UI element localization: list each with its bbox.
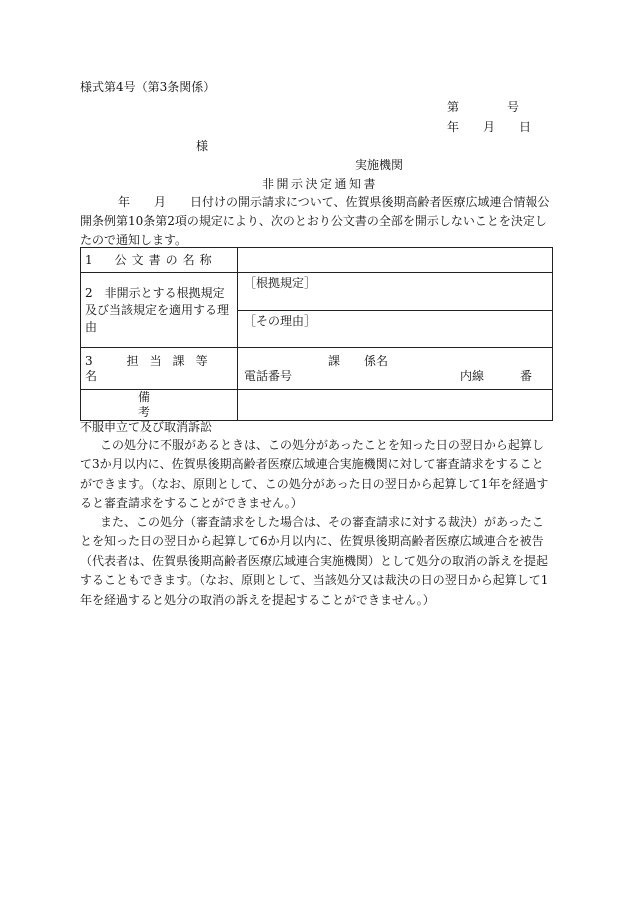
section-name: 課 係名: [328, 353, 389, 368]
appeal-paragraph-2: また、この処分（審査請求をした場合は、その審査請求に対する裁決）があったことを知った日の翌日から起算して6か月以内に、佐賀県後期高齢者医療広域連合を被告（代表者は、佐賀県後期高齢者医療広域連合実施機関）として処分の取消の訴えを提起することもできます。（なお、原則として、当該処分又は裁決の日の翌日から起算して1年を経過すると処分の取消の訴えを提起することができません。）: [80, 515, 549, 607]
row-label-basis: 2 非開示とする根拠規定及び当該規定を適用する理由: [81, 273, 238, 348]
notice-table: [80, 247, 553, 421]
reason-cell: ［その理由］: [238, 311, 553, 348]
document-date: 年 月 日: [447, 120, 532, 134]
document-title: 非開示決定通知書: [262, 177, 379, 191]
issuer: 実施機関: [355, 158, 404, 172]
remarks-cell: [238, 390, 553, 421]
basis-cell: ［根拠規定］: [238, 273, 553, 311]
table-row: [81, 348, 553, 390]
phone-line: [238, 369, 552, 384]
appeal-paragraph-1: この処分に不服があるときは、この処分があったことを知った日の翌日から起算して3か月以内に、佐賀県後期高齢者医療広域連合実施機関に対して審査請求をすることができます。（なお、原則として、この処分があった日の翌日から起算して1年を経過すると審査請求をすることができません。）: [80, 438, 549, 511]
extension-label: 内線 番: [459, 368, 532, 383]
document-name-cell: [238, 248, 553, 273]
department-cell: [238, 348, 553, 390]
document-number: 第 号: [447, 100, 520, 114]
row-label-department: 3 担当課等名: [81, 348, 238, 390]
form-number-label: 様式第4号（第3条関係）: [80, 80, 216, 94]
row-label-document-name: 1 公文書の名称: [81, 248, 238, 273]
addressee: 様: [196, 139, 209, 153]
table-row: [81, 248, 553, 273]
table-row: [81, 390, 553, 421]
table-row: [81, 273, 553, 311]
phone-label: 電話番号: [244, 368, 293, 383]
appeal-heading: 不服申立て及び取消訴訟: [80, 420, 213, 434]
body-paragraph: 年 月 日付けの開示請求について、佐賀県後期高齢者医療広域連合情報公開条例第10条第2項の規定により、次のとおり公文書の全部を開示しないことを決定したので通知します。: [80, 195, 550, 247]
row-label-remarks: 備考: [81, 390, 238, 421]
